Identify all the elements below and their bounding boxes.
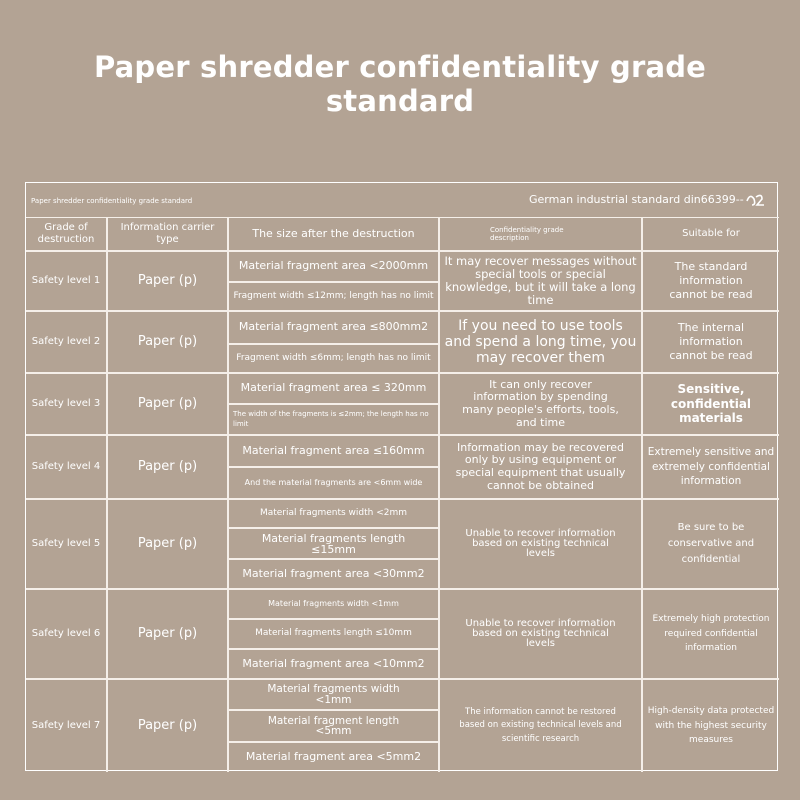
page-title xyxy=(0,50,800,118)
size-cell: And the material fragments are <6mm wide xyxy=(228,467,439,499)
description-cell: It may recover messages without special tools or special knowledge, but it will take a long time xyxy=(439,251,642,311)
grade-cell: Safety level 4 xyxy=(26,435,107,499)
carrier-cell: Paper (p) xyxy=(107,435,228,499)
size-cell: Material fragments length ≤10mm xyxy=(228,619,439,649)
carrier-cell: Paper (p) xyxy=(107,679,228,772)
carrier-cell: Paper (p) xyxy=(107,589,228,679)
size-cell: Fragment width ≤12mm; length has no limit xyxy=(228,282,439,311)
page-title-line-2: standard xyxy=(325,84,475,118)
standard-label: German industrial standard din66399-- xyxy=(529,193,744,206)
size-cell: Material fragments width <1mm xyxy=(228,589,439,619)
description-cell: The information cannot be restored based on existing technical levels and scientific research xyxy=(439,679,642,772)
size-cell: Material fragment area <5mm2 xyxy=(228,742,439,772)
table-caption: Paper shredder confidentiality grade standard xyxy=(31,197,193,205)
size-cell: The width of the fragments is ≤2mm; the length has no limit xyxy=(228,404,439,435)
description-cell: Unable to recover information based on existing technical levels xyxy=(439,499,642,589)
description-cell: If you need to use tools and spend a long time, you may recover them xyxy=(439,311,642,373)
suitable-cell: High-density data protected with the highest security measures xyxy=(642,679,779,772)
description-cell: Information may be recovered only by using equipment or special equipment that usually cannot be obtained xyxy=(439,435,642,499)
grade-cell: Safety level 3 xyxy=(26,373,107,435)
grade-cell: Safety level 2 xyxy=(26,311,107,373)
page-title-line-1: Paper shredder confidentiality grade xyxy=(93,50,707,84)
size-cell: Material fragments length ≤15mm xyxy=(228,528,439,559)
size-cell: Material fragment area <2000mm xyxy=(228,251,439,282)
carrier-cell: Paper (p) xyxy=(107,499,228,589)
size-cell: Material fragment length <5mm xyxy=(228,710,439,742)
header-description xyxy=(439,217,642,251)
suitable-cell: Extremely high protection required confidential information xyxy=(642,589,779,679)
carrier-cell: Paper (p) xyxy=(107,311,228,373)
size-cell: Material fragment area ≤ 320mm xyxy=(228,373,439,404)
grade-cell: Safety level 7 xyxy=(26,679,107,772)
size-cell: Material fragment area ≤800mm2 xyxy=(228,311,439,344)
grade-cell: Safety level 1 xyxy=(26,251,107,311)
suitable-cell: The standard information cannot be read xyxy=(642,251,779,311)
grade-cell: Safety level 6 xyxy=(26,589,107,679)
suitable-cell: Be sure to be conservative and confidential xyxy=(642,499,779,589)
grade-cell: Safety level 5 xyxy=(26,499,107,589)
description-cell: Unable to recover information based on existing technical levels xyxy=(439,589,642,679)
din-logo-icon xyxy=(744,189,766,209)
size-cell: Material fragments width <2mm xyxy=(228,499,439,528)
size-cell: Material fragment area ≤160mm xyxy=(228,435,439,467)
carrier-cell: Paper (p) xyxy=(107,373,228,435)
size-cell: Fragment width ≤6mm; length has no limit xyxy=(228,344,439,373)
header-description-text: Confidentiality grade description xyxy=(490,225,564,242)
size-cell: Material fragments width <1mm xyxy=(228,679,439,710)
header-suitable: Suitable for xyxy=(642,217,779,251)
size-cell: Material fragment area <30mm2 xyxy=(228,559,439,589)
suitable-cell: Extremely sensitive and extremely confidential information xyxy=(642,435,779,499)
header-size: The size after the destruction xyxy=(228,217,439,251)
header-carrier: Information carrier type xyxy=(107,217,228,251)
carrier-cell: Paper (p) xyxy=(107,251,228,311)
grade-table xyxy=(25,182,778,771)
suitable-cell: The internal information cannot be read xyxy=(642,311,779,373)
size-cell: Material fragment area <10mm2 xyxy=(228,649,439,679)
suitable-cell: Sensitive, confidential materials xyxy=(642,373,779,435)
header-grade: Grade of destruction xyxy=(26,217,107,251)
description-cell: It can only recover information by spending many people's efforts, tools, and time xyxy=(439,373,642,435)
